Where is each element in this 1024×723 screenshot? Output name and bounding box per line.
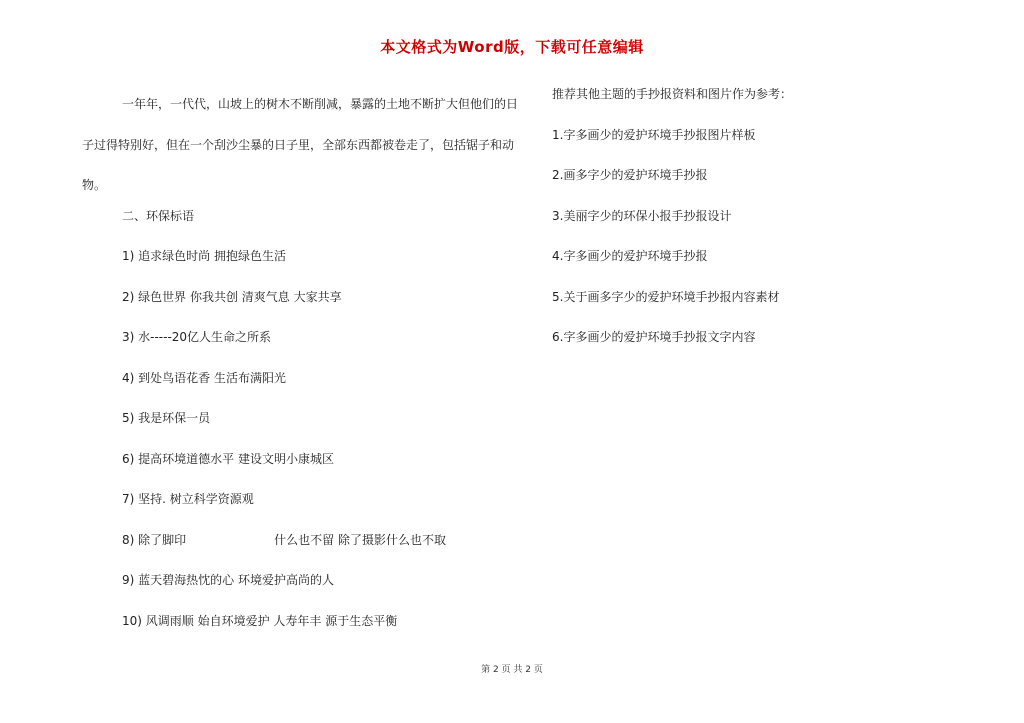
slogan-item: 6) 提高环境道德水平 建设文明小康城区 (122, 451, 334, 466)
slogan-item (82, 530, 522, 571)
slogan-item: 1) 追求绿色时尚 拥抱绿色生活 (122, 249, 286, 263)
section-heading: 二、环保标语 (122, 208, 195, 223)
recommend-link[interactable]: 3.美丽字少的环保小报手抄报设计 (552, 208, 732, 223)
slogan-item: 9) 蓝天碧海热忱的心 环境爱护高尚的人 (122, 573, 334, 587)
page-number: 第 2 页 共 2 页 (481, 665, 543, 675)
slogan-item: 5) 我是环保一员 (122, 411, 211, 425)
slogan-item: 7) 坚持. 树立科学资源观 (122, 492, 254, 506)
slogan-8-tail: 什么也不留 除了摄影什么也不取 (274, 532, 446, 547)
recommend-link[interactable]: 2.画多字少的爱护环境手抄报 (552, 168, 708, 182)
slogan-8-head: 8) 除了脚印 (122, 532, 187, 547)
left-column (82, 84, 522, 651)
recommend-link[interactable]: 6.字多画少的爱护环境手抄报文字内容 (552, 330, 756, 344)
recommend-link[interactable]: 4.字多画少的爱护环境手抄报 (552, 249, 708, 263)
slogan-item: 2) 绿色世界 你我共创 清爽气息 大家共享 (122, 289, 342, 304)
document-banner: 本文格式为Word版，下载可任意编辑 (380, 38, 644, 56)
slogan-item: 3) 水-----20亿人生命之所系 (122, 330, 272, 344)
slogan-item: 10) 风调雨顺 始自环境爱护 人寿年丰 源于生态平衡 (122, 613, 398, 628)
right-column (552, 84, 972, 368)
recommend-link[interactable]: 1.字多画少的爱护环境手抄报图片样板 (552, 127, 756, 142)
body-paragraph: 一年年，一代代，山坡上的树木不断削减，暴露的土地不断扩大但他们的日子过得特别好，但在一个刮沙尘暴的日子里，全部东西都被卷走了，包括锯子和动物。 (82, 97, 519, 192)
recommend-link[interactable]: 5.关于画多字少的爱护环境手抄报内容素材 (552, 289, 780, 304)
slogan-item: 4) 到处鸟语花香 生活布满阳光 (122, 370, 286, 385)
recommend-intro: 推荐其他主题的手抄报资料和图片作为参考： (552, 87, 793, 101)
